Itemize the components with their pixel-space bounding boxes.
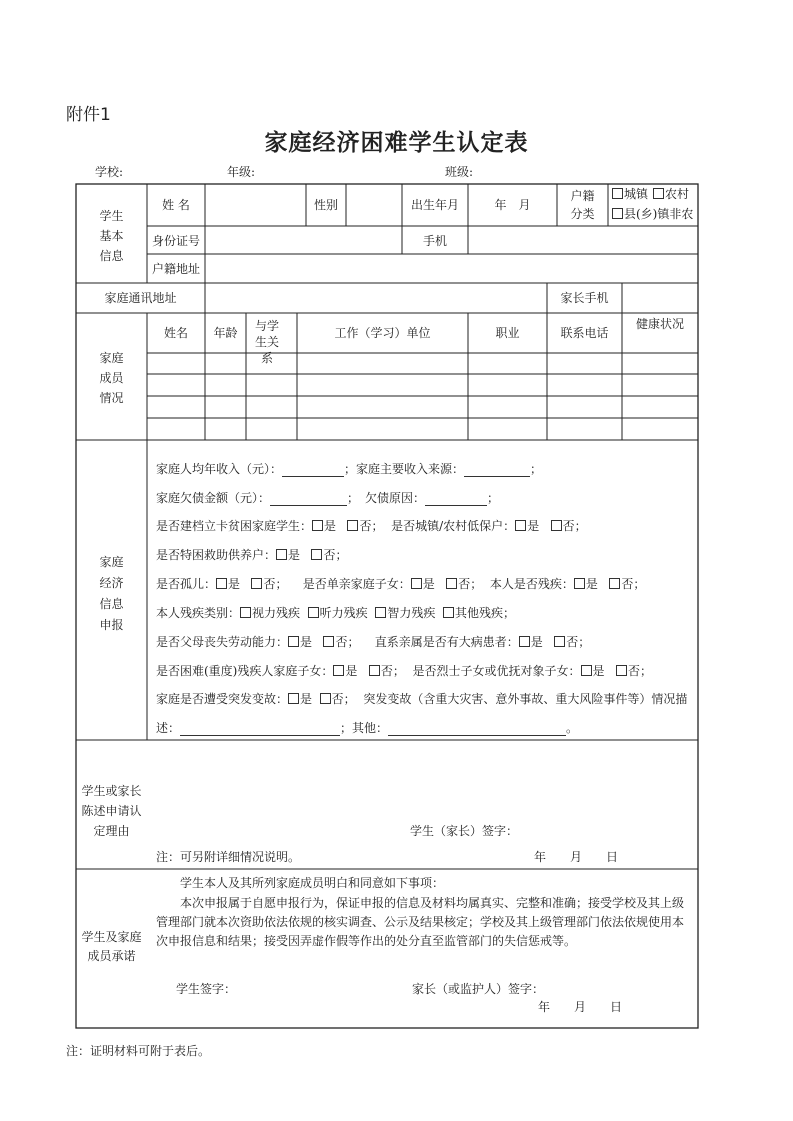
birth-label: 出生年月 xyxy=(410,198,459,212)
promise-section-label: 学生及家庭 成员承诺 xyxy=(81,930,142,963)
col-age: 年龄 xyxy=(213,326,238,340)
checkbox-icon[interactable] xyxy=(443,607,454,618)
checkbox-icon[interactable] xyxy=(612,208,623,219)
checkbox-icon[interactable] xyxy=(251,578,262,589)
address-label: 户籍地址 xyxy=(151,262,200,276)
phone-label: 手机 xyxy=(422,234,447,248)
incident-desc-blank[interactable] xyxy=(180,723,340,736)
econ-line-9: 家庭是否遭受突发变故： 是 否； 突发变故（含重大灾害、意外事故、重大风险事件等）情况描 xyxy=(156,692,688,706)
checkbox-icon[interactable] xyxy=(311,549,322,560)
hukou-rural-option[interactable]: 农村 xyxy=(653,187,689,201)
col-relation: 与学生关系 xyxy=(254,319,279,365)
id-label: 身份证号 xyxy=(151,234,200,248)
econ-line-4: 是否特困救助供养户： 是 否； xyxy=(156,548,348,562)
annex-label: 附件1 xyxy=(66,105,111,125)
econ-income-line: 家庭人均年收入（元）： ；家庭主要收入来源： ； xyxy=(156,462,543,476)
checkbox-icon[interactable] xyxy=(375,607,386,618)
checkbox-icon[interactable] xyxy=(288,636,299,647)
hukou-county-option[interactable]: 县(乡)镇非农 xyxy=(612,207,693,221)
checkbox-icon[interactable] xyxy=(574,578,585,589)
econ-line-5: 是否孤儿： 是 否； 是否单亲家庭子女： 是 否； 本人是否残疾： 是 否； xyxy=(156,577,646,591)
checkbox-icon[interactable] xyxy=(240,607,251,618)
grade-label: 年级: xyxy=(227,165,256,179)
name-label: 姓 名 xyxy=(162,198,190,212)
col-phone: 联系电话 xyxy=(560,326,609,340)
checkbox-icon[interactable] xyxy=(276,549,287,560)
promise-intro: 学生本人及其所列家庭成员明白和同意如下事项： xyxy=(180,876,445,890)
hukou-label: 户籍 分类 xyxy=(570,189,595,221)
other-blank[interactable] xyxy=(388,723,566,736)
income-source-blank[interactable] xyxy=(464,464,530,477)
checkbox-icon[interactable] xyxy=(653,188,664,199)
form-title: 家庭经济困难学生认定表 xyxy=(264,129,529,156)
col-work-unit: 工作（学习）单位 xyxy=(334,326,431,340)
checkbox-icon[interactable] xyxy=(216,578,227,589)
parent-sign-label: 家长（或监护人）签字： xyxy=(412,982,545,996)
class-label: 班级: xyxy=(445,165,474,179)
reason-date: 年 月 日 xyxy=(534,850,619,864)
checkbox-icon[interactable] xyxy=(347,520,358,531)
birth-year-month: 年 月 xyxy=(494,198,531,212)
hukou-city-option[interactable]: 城镇 xyxy=(612,187,648,201)
checkbox-icon[interactable] xyxy=(333,665,344,676)
home-address-label: 家庭通讯地址 xyxy=(104,291,177,305)
checkbox-icon[interactable] xyxy=(308,607,319,618)
econ-line-6: 本人残疾类别： 视力残疾 听力残疾 智力残疾 其他残疾； xyxy=(156,606,515,620)
checkbox-icon[interactable] xyxy=(616,665,627,676)
checkbox-icon[interactable] xyxy=(609,578,620,589)
checkbox-icon[interactable] xyxy=(312,520,323,531)
checkbox-icon[interactable] xyxy=(369,665,380,676)
checkbox-icon[interactable] xyxy=(554,636,565,647)
reason-sign-label: 学生（家长）签字： xyxy=(410,824,519,838)
econ-line-7: 是否父母丧失劳动能力： 是 否； 直系亲属是否有大病患者： 是 否； xyxy=(156,635,591,649)
checkbox-icon[interactable] xyxy=(551,520,562,531)
debt-reason-blank[interactable] xyxy=(425,493,487,506)
checkbox-icon[interactable] xyxy=(323,636,334,647)
checkbox-icon[interactable] xyxy=(519,636,530,647)
debt-blank[interactable] xyxy=(270,493,347,506)
checkbox-icon[interactable] xyxy=(515,520,526,531)
checkbox-icon[interactable] xyxy=(612,188,623,199)
econ-line-3: 是否建档立卡贫困家庭学生： 是 否； 是否城镇/农村低保户： 是 否； xyxy=(156,519,587,533)
family-section-label: 家庭 成员 情况 xyxy=(99,351,124,405)
reason-section-label: 学生或家长 陈述申请认 定理由 xyxy=(81,784,142,838)
checkbox-icon[interactable] xyxy=(411,578,422,589)
footnote: 注：证明材料可附于表后。 xyxy=(66,1044,211,1058)
checkbox-icon[interactable] xyxy=(320,693,331,704)
promise-body: 本次申报属于自愿申报行为，保证申报的信息及材料均属真实、完整和准确；接受学校及其上级管理部门就本次资助依法依规的核实调查、公示及结果核定；学校及其上级管理部门依法依规使用本次申报信息和结果；接受因弄虚作假等作出的处分直至监管部门的失信惩戒等。 xyxy=(156,896,685,948)
col-name: 姓名 xyxy=(163,326,188,340)
col-occupation: 职业 xyxy=(495,326,520,340)
promise-date: 年 月 日 xyxy=(538,1000,623,1014)
econ-debt-line: 家庭欠债金额（元）： ； 欠债原因： ； xyxy=(156,491,500,505)
reason-note: 注：可另附详细情况说明。 xyxy=(156,850,301,864)
parent-phone-label: 家长手机 xyxy=(560,291,609,305)
econ-section-label: 家庭 经济 信息 申报 xyxy=(99,555,124,632)
col-health: 健康状况 xyxy=(636,317,685,331)
basic-section-label: 学生 基本 信息 xyxy=(99,209,124,263)
checkbox-icon[interactable] xyxy=(446,578,457,589)
school-label: 学校: xyxy=(95,165,124,179)
econ-line-10: 述： ；其他： 。 xyxy=(156,721,579,735)
income-blank[interactable] xyxy=(282,464,344,477)
checkbox-icon[interactable] xyxy=(581,665,592,676)
gender-label: 性别 xyxy=(313,198,338,212)
student-sign-label: 学生签字： xyxy=(176,982,237,996)
checkbox-icon[interactable] xyxy=(288,693,299,704)
econ-line-8: 是否困难(重度)残疾人家庭子女： 是 否； 是否烈士子女或优抚对象子女： 是 否； xyxy=(156,664,652,678)
